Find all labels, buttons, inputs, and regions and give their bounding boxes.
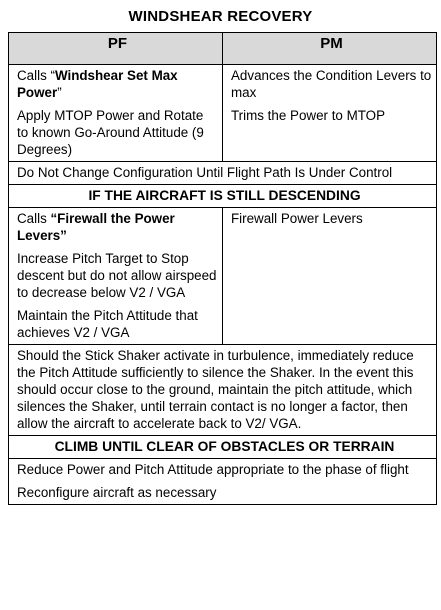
pm-initial-actions <box>223 65 437 162</box>
page-title: WINDSHEAR RECOVERY <box>128 8 313 25</box>
climb-banner-row <box>9 436 437 459</box>
final-step-reduce-power: Reduce Power and Pitch Attitude appropriate to the phase of flight <box>17 462 409 477</box>
final-actions <box>9 459 437 505</box>
final-step-reconfigure: Reconfigure aircraft as necessary <box>17 485 217 500</box>
pf-step-rotate: Apply MTOP Power and Rotate to known Go-Around Attitude (9 Degrees) <box>17 108 204 157</box>
pf-initial-actions <box>9 65 223 162</box>
stick-shaker-note: Should the Stick Shaker activate in turbulence, immediately reduce the Pitch Attitude sufficiently to silence the Shaker. In the event this should occur close to the ground, maintain the pitch attitude, which silences the Shaker, until terrain contact is no longer a factor, then allow the aircraft to accelerate back to V2/ VGA. <box>9 345 437 436</box>
procedure-table <box>8 32 437 505</box>
pf-column-header: PF <box>9 33 223 65</box>
pm-step-trim-power: Trims the Power to MTOP <box>231 108 386 123</box>
pm-column-header: PM <box>223 33 437 65</box>
pf-descending-actions <box>9 208 223 345</box>
config-note: Do Not Change Configuration Until Flight Path Is Under Control <box>9 162 437 185</box>
initial-actions-row <box>9 65 437 162</box>
pm-descending-actions <box>223 208 437 345</box>
pf-step-maintain-pitch: Maintain the Pitch Attitude that achieves V2 / VGA <box>17 308 198 340</box>
descending-actions-row <box>9 208 437 345</box>
callout-text: Windshear Set Max Power <box>17 68 178 100</box>
pm-step-firewall: Firewall Power Levers <box>231 211 363 226</box>
pf-step-pitch-target: Increase Pitch Target to Stop descent but do not allow airspeed to decrease below V2 / VGA <box>17 251 217 300</box>
config-note-row <box>9 162 437 185</box>
callout-prefix: Calls “ <box>17 68 55 83</box>
climb-banner: CLIMB UNTIL CLEAR OF OBSTACLES OR TERRAIN <box>9 436 437 459</box>
descending-banner-row <box>9 185 437 208</box>
callout-prefix: Calls <box>17 211 51 226</box>
pf-callout-firewall <box>17 210 218 244</box>
pm-step-condition-levers: Advances the Condition Levers to max <box>231 68 432 100</box>
shaker-note-row <box>9 345 437 436</box>
descending-banner: IF THE AIRCRAFT IS STILL DESCENDING <box>9 185 437 208</box>
final-actions-row <box>9 459 437 505</box>
header-row <box>9 33 437 65</box>
callout-suffix: ” <box>57 85 62 100</box>
callout-text: “Firewall the Power Levers” <box>17 211 175 243</box>
pf-callout-windshear <box>17 67 218 101</box>
